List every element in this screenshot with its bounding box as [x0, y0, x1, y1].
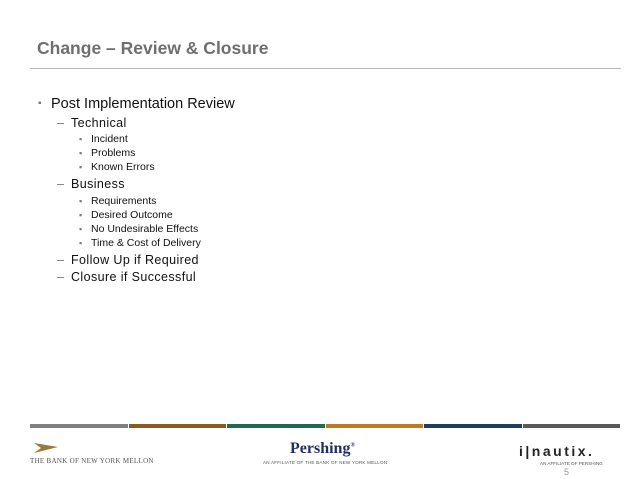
list-item-known-errors: [79, 161, 155, 173]
square-bullet-icon: ▪: [79, 162, 83, 172]
bullet-post-implementation-review: [38, 96, 235, 112]
bny-mellon-logo-icon: [34, 441, 60, 455]
list-item-label: Desired Outcome: [91, 209, 173, 221]
square-bullet-icon: ▪: [79, 210, 83, 220]
subbullet-label: Technical: [71, 116, 127, 130]
list-item-label: Time & Cost of Delivery: [91, 237, 201, 249]
square-bullet-icon: ▪: [79, 238, 83, 248]
page-number: 5: [564, 467, 570, 477]
list-item-problems: [79, 147, 135, 159]
list-item-incident: [79, 133, 128, 145]
subbullet-label: Business: [71, 177, 125, 191]
bullet-label: Post Implementation Review: [51, 96, 235, 112]
dash-icon: –: [57, 177, 65, 191]
list-item-label: No Undesirable Effects: [91, 223, 199, 235]
square-bullet-icon: ▪: [38, 98, 42, 109]
list-item-desired-outcome: [79, 209, 173, 221]
square-bullet-icon: ▪: [79, 134, 83, 144]
pershing-logo: Pershing®: [290, 440, 355, 457]
list-item-label: Incident: [91, 133, 128, 145]
inautix-tagline: AN AFFILIATE OF PERSHING: [540, 461, 603, 466]
subbullet-technical: [57, 116, 127, 130]
list-item-label: Requirements: [91, 195, 157, 207]
footer: [0, 428, 638, 479]
square-bullet-icon: ▪: [79, 224, 83, 234]
list-item-no-undesirable-effects: [79, 223, 198, 235]
title-divider: [30, 68, 621, 69]
subbullet-label: Follow Up if Required: [71, 253, 199, 267]
dash-icon: –: [57, 270, 65, 284]
slide-title: Change – Review & Closure: [37, 38, 269, 58]
subbullet-business: [57, 177, 125, 191]
inautix-logo: i|nautix.: [519, 443, 595, 459]
pershing-tagline: AN AFFILIATE OF THE BANK OF NEW YORK MELLON: [263, 460, 388, 465]
square-bullet-icon: ▪: [79, 196, 83, 206]
dash-icon: –: [57, 253, 65, 267]
subbullet-follow-up: [57, 253, 199, 267]
subbullet-closure: [57, 270, 196, 284]
dash-icon: –: [57, 116, 65, 130]
list-item-time-cost: [79, 237, 201, 249]
list-item-label: Known Errors: [91, 161, 155, 173]
list-item-label: Problems: [91, 147, 136, 159]
bny-mellon-wordmark: THE BANK OF NEW YORK MELLON: [30, 457, 154, 465]
square-bullet-icon: ▪: [79, 148, 83, 158]
subbullet-label: Closure if Successful: [71, 270, 197, 284]
list-item-requirements: [79, 195, 156, 207]
